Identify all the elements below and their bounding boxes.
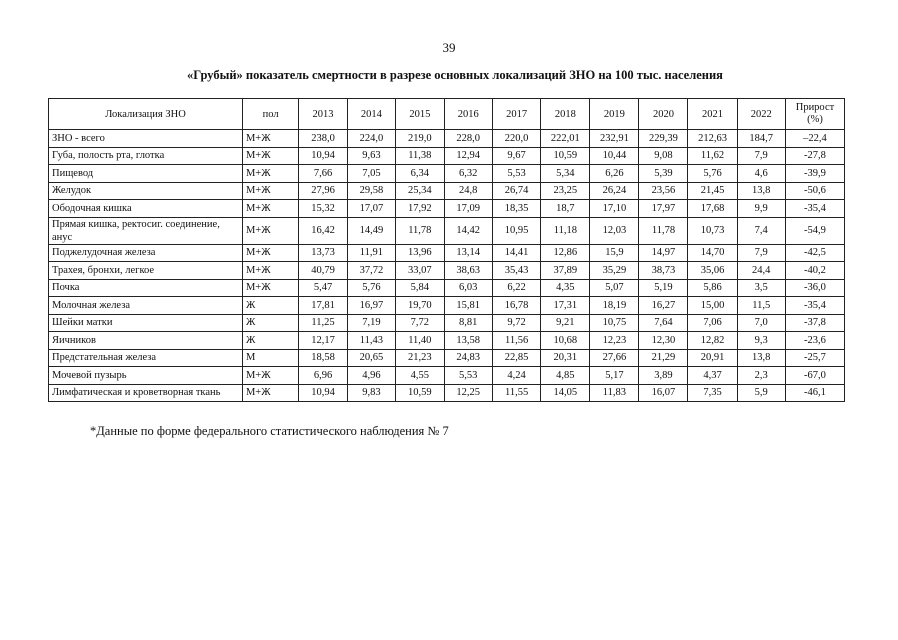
cell-value: 8,81 xyxy=(444,314,492,332)
cell-growth: -42,5 xyxy=(785,244,844,262)
cell-value: 7,4 xyxy=(737,217,785,244)
cell-value: 19,70 xyxy=(396,297,444,315)
cell-value: 14,49 xyxy=(347,217,395,244)
cell-value: 18,35 xyxy=(492,200,540,218)
table-row xyxy=(49,244,845,262)
header-2013: 2013 xyxy=(299,99,347,130)
cell-value: 10,94 xyxy=(299,147,347,165)
cell-sex: М+Ж xyxy=(242,279,298,297)
cell-value: 6,34 xyxy=(396,165,444,183)
cell-value: 5,53 xyxy=(492,165,540,183)
cell-value: 5,39 xyxy=(639,165,688,183)
cell-value: 4,37 xyxy=(688,367,737,385)
cell-sex: М xyxy=(242,349,298,367)
table-row xyxy=(49,130,845,148)
header-2021: 2021 xyxy=(688,99,737,130)
cell-value: 9,63 xyxy=(347,147,395,165)
cell-value: 11,40 xyxy=(396,332,444,350)
table-body xyxy=(49,130,845,402)
cell-value: 229,39 xyxy=(639,130,688,148)
cell-value: 26,24 xyxy=(590,182,639,200)
cell-value: 5,9 xyxy=(737,384,785,402)
cell-value: 27,66 xyxy=(590,349,639,367)
cell-value: 17,31 xyxy=(541,297,590,315)
table-row xyxy=(49,314,845,332)
cell-value: 12,25 xyxy=(444,384,492,402)
mortality-table xyxy=(48,98,845,402)
cell-value: 37,89 xyxy=(541,262,590,280)
cell-value: 219,0 xyxy=(396,130,444,148)
header-growth: Прирост (%) xyxy=(785,99,844,130)
cell-value: 21,45 xyxy=(688,182,737,200)
cell-value: 17,07 xyxy=(347,200,395,218)
cell-value: 9,9 xyxy=(737,200,785,218)
cell-value: 7,64 xyxy=(639,314,688,332)
cell-localization: Губа, полость рта, глотка xyxy=(49,147,243,165)
cell-value: 40,79 xyxy=(299,262,347,280)
cell-value: 6,96 xyxy=(299,367,347,385)
cell-localization: Лимфатическая и кроветворная ткань xyxy=(49,384,243,402)
cell-value: 14,97 xyxy=(639,244,688,262)
cell-growth: -35,4 xyxy=(785,200,844,218)
table-row xyxy=(49,262,845,280)
cell-sex: М+Ж xyxy=(242,130,298,148)
header-2015: 2015 xyxy=(396,99,444,130)
cell-value: 7,19 xyxy=(347,314,395,332)
cell-localization: ЗНО - всего xyxy=(49,130,243,148)
cell-value: 4,24 xyxy=(492,367,540,385)
cell-value: 37,72 xyxy=(347,262,395,280)
cell-value: 21,29 xyxy=(639,349,688,367)
cell-value: 6,32 xyxy=(444,165,492,183)
cell-value: 9,08 xyxy=(639,147,688,165)
cell-value: 24,8 xyxy=(444,182,492,200)
cell-value: 7,9 xyxy=(737,244,785,262)
cell-value: 17,81 xyxy=(299,297,347,315)
cell-value: 12,17 xyxy=(299,332,347,350)
cell-value: 222,01 xyxy=(541,130,590,148)
page-number: 39 xyxy=(442,40,456,55)
cell-growth: –22,4 xyxy=(785,130,844,148)
cell-value: 6,22 xyxy=(492,279,540,297)
cell-value: 9,21 xyxy=(541,314,590,332)
cell-value: 15,9 xyxy=(590,244,639,262)
header-localization: Локализация ЗНО xyxy=(49,99,243,130)
cell-value: 13,96 xyxy=(396,244,444,262)
cell-value: 13,14 xyxy=(444,244,492,262)
cell-sex: М+Ж xyxy=(242,217,298,244)
cell-value: 18,58 xyxy=(299,349,347,367)
cell-localization: Шейки матки xyxy=(49,314,243,332)
cell-growth: -36,0 xyxy=(785,279,844,297)
cell-sex: Ж xyxy=(242,314,298,332)
cell-value: 2,3 xyxy=(737,367,785,385)
cell-value: 17,10 xyxy=(590,200,639,218)
cell-value: 11,83 xyxy=(590,384,639,402)
cell-value: 33,07 xyxy=(396,262,444,280)
cell-value: 27,96 xyxy=(299,182,347,200)
cell-value: 35,29 xyxy=(590,262,639,280)
cell-value: 10,73 xyxy=(688,217,737,244)
table-row xyxy=(49,217,845,244)
cell-value: 212,63 xyxy=(688,130,737,148)
cell-value: 3,5 xyxy=(737,279,785,297)
cell-sex: М+Ж xyxy=(242,367,298,385)
cell-value: 7,9 xyxy=(737,147,785,165)
cell-value: 22,85 xyxy=(492,349,540,367)
cell-value: 23,25 xyxy=(541,182,590,200)
cell-localization: Поджелудочная железа xyxy=(49,244,243,262)
cell-value: 5,17 xyxy=(590,367,639,385)
cell-value: 9,3 xyxy=(737,332,785,350)
cell-value: 12,94 xyxy=(444,147,492,165)
cell-value: 7,35 xyxy=(688,384,737,402)
cell-value: 20,31 xyxy=(541,349,590,367)
table-title: «Грубый» показатель смертности в разрезе основных локализаций ЗНО на 100 тыс. населения xyxy=(187,68,723,82)
cell-value: 12,23 xyxy=(590,332,639,350)
cell-value: 14,41 xyxy=(492,244,540,262)
cell-value: 220,0 xyxy=(492,130,540,148)
table-row xyxy=(49,367,845,385)
cell-value: 4,6 xyxy=(737,165,785,183)
cell-value: 11,25 xyxy=(299,314,347,332)
cell-value: 20,91 xyxy=(688,349,737,367)
cell-growth: -27,8 xyxy=(785,147,844,165)
cell-value: 10,94 xyxy=(299,384,347,402)
cell-localization: Пищевод xyxy=(49,165,243,183)
cell-value: 184,7 xyxy=(737,130,785,148)
cell-value: 12,86 xyxy=(541,244,590,262)
header-2016: 2016 xyxy=(444,99,492,130)
cell-value: 7,66 xyxy=(299,165,347,183)
cell-value: 11,78 xyxy=(639,217,688,244)
cell-value: 11,55 xyxy=(492,384,540,402)
cell-value: 17,97 xyxy=(639,200,688,218)
cell-value: 13,73 xyxy=(299,244,347,262)
table-row xyxy=(49,165,845,183)
cell-localization: Мочевой пузырь xyxy=(49,367,243,385)
cell-growth: -37,8 xyxy=(785,314,844,332)
cell-value: 224,0 xyxy=(347,130,395,148)
cell-value: 4,35 xyxy=(541,279,590,297)
header-sex: пол xyxy=(242,99,298,130)
cell-value: 238,0 xyxy=(299,130,347,148)
cell-sex: М+Ж xyxy=(242,244,298,262)
cell-value: 16,97 xyxy=(347,297,395,315)
table-row xyxy=(49,349,845,367)
header-2014: 2014 xyxy=(347,99,395,130)
header-2019: 2019 xyxy=(590,99,639,130)
cell-value: 26,74 xyxy=(492,182,540,200)
cell-localization: Предстательная железа xyxy=(49,349,243,367)
cell-value: 7,06 xyxy=(688,314,737,332)
cell-value: 17,68 xyxy=(688,200,737,218)
cell-value: 11,18 xyxy=(541,217,590,244)
table-row xyxy=(49,200,845,218)
cell-value: 16,27 xyxy=(639,297,688,315)
cell-value: 10,75 xyxy=(590,314,639,332)
cell-value: 228,0 xyxy=(444,130,492,148)
cell-value: 21,23 xyxy=(396,349,444,367)
cell-localization: Почка xyxy=(49,279,243,297)
cell-value: 15,32 xyxy=(299,200,347,218)
cell-value: 5,07 xyxy=(590,279,639,297)
cell-sex: М+Ж xyxy=(242,200,298,218)
table-row xyxy=(49,182,845,200)
cell-value: 6,03 xyxy=(444,279,492,297)
cell-growth: -39,9 xyxy=(785,165,844,183)
cell-value: 10,59 xyxy=(396,384,444,402)
cell-value: 18,7 xyxy=(541,200,590,218)
header-2022: 2022 xyxy=(737,99,785,130)
cell-value: 24,4 xyxy=(737,262,785,280)
cell-value: 15,00 xyxy=(688,297,737,315)
header-2018: 2018 xyxy=(541,99,590,130)
cell-value: 35,06 xyxy=(688,262,737,280)
cell-sex: М+Ж xyxy=(242,384,298,402)
cell-value: 17,09 xyxy=(444,200,492,218)
cell-localization: Яичников xyxy=(49,332,243,350)
cell-value: 25,34 xyxy=(396,182,444,200)
cell-value: 16,07 xyxy=(639,384,688,402)
cell-sex: М+Ж xyxy=(242,165,298,183)
cell-value: 10,44 xyxy=(590,147,639,165)
cell-growth: -35,4 xyxy=(785,297,844,315)
cell-localization: Прямая кишка, ректосиг. соединение, анус xyxy=(49,217,243,244)
cell-value: 10,68 xyxy=(541,332,590,350)
cell-localization: Трахея, бронхи, легкое xyxy=(49,262,243,280)
cell-value: 12,30 xyxy=(639,332,688,350)
cell-growth: -40,2 xyxy=(785,262,844,280)
cell-value: 4,96 xyxy=(347,367,395,385)
cell-value: 12,82 xyxy=(688,332,737,350)
cell-value: 38,63 xyxy=(444,262,492,280)
cell-value: 5,34 xyxy=(541,165,590,183)
cell-value: 14,42 xyxy=(444,217,492,244)
cell-value: 17,92 xyxy=(396,200,444,218)
cell-value: 9,72 xyxy=(492,314,540,332)
cell-value: 10,95 xyxy=(492,217,540,244)
cell-value: 23,56 xyxy=(639,182,688,200)
cell-sex: М+Ж xyxy=(242,262,298,280)
cell-value: 5,19 xyxy=(639,279,688,297)
cell-value: 12,03 xyxy=(590,217,639,244)
cell-value: 13,8 xyxy=(737,349,785,367)
cell-value: 4,85 xyxy=(541,367,590,385)
cell-value: 232,91 xyxy=(590,130,639,148)
table-header-row xyxy=(49,99,845,130)
cell-value: 5,53 xyxy=(444,367,492,385)
cell-growth: -67,0 xyxy=(785,367,844,385)
cell-localization: Ободочная кишка xyxy=(49,200,243,218)
cell-value: 14,05 xyxy=(541,384,590,402)
cell-value: 13,8 xyxy=(737,182,785,200)
cell-value: 14,70 xyxy=(688,244,737,262)
header-2020: 2020 xyxy=(639,99,688,130)
cell-sex: М+Ж xyxy=(242,182,298,200)
cell-value: 29,58 xyxy=(347,182,395,200)
cell-value: 11,91 xyxy=(347,244,395,262)
cell-value: 16,42 xyxy=(299,217,347,244)
cell-growth: -46,1 xyxy=(785,384,844,402)
table-row xyxy=(49,384,845,402)
header-2017: 2017 xyxy=(492,99,540,130)
cell-localization: Желудок xyxy=(49,182,243,200)
table-row xyxy=(49,279,845,297)
cell-value: 11,5 xyxy=(737,297,785,315)
cell-value: 20,65 xyxy=(347,349,395,367)
cell-value: 5,76 xyxy=(347,279,395,297)
cell-value: 6,26 xyxy=(590,165,639,183)
table-row xyxy=(49,297,845,315)
cell-sex: М+Ж xyxy=(242,147,298,165)
cell-value: 10,59 xyxy=(541,147,590,165)
cell-value: 5,86 xyxy=(688,279,737,297)
cell-value: 13,58 xyxy=(444,332,492,350)
cell-value: 16,78 xyxy=(492,297,540,315)
cell-sex: Ж xyxy=(242,297,298,315)
cell-value: 11,56 xyxy=(492,332,540,350)
cell-value: 4,55 xyxy=(396,367,444,385)
cell-value: 7,05 xyxy=(347,165,395,183)
cell-growth: -54,9 xyxy=(785,217,844,244)
table-row xyxy=(49,147,845,165)
cell-value: 18,19 xyxy=(590,297,639,315)
cell-value: 5,47 xyxy=(299,279,347,297)
cell-value: 11,38 xyxy=(396,147,444,165)
cell-value: 38,73 xyxy=(639,262,688,280)
cell-value: 3,89 xyxy=(639,367,688,385)
cell-localization: Молочная железа xyxy=(49,297,243,315)
cell-value: 9,83 xyxy=(347,384,395,402)
cell-value: 11,78 xyxy=(396,217,444,244)
cell-growth: -25,7 xyxy=(785,349,844,367)
cell-value: 7,0 xyxy=(737,314,785,332)
cell-value: 15,81 xyxy=(444,297,492,315)
cell-value: 24,83 xyxy=(444,349,492,367)
footnote: *Данные по форме федерального статистического наблюдения № 7 xyxy=(90,424,449,438)
cell-value: 5,76 xyxy=(688,165,737,183)
cell-value: 35,43 xyxy=(492,262,540,280)
cell-value: 9,67 xyxy=(492,147,540,165)
cell-growth: -23,6 xyxy=(785,332,844,350)
cell-value: 5,84 xyxy=(396,279,444,297)
cell-value: 11,43 xyxy=(347,332,395,350)
cell-sex: Ж xyxy=(242,332,298,350)
table-row xyxy=(49,332,845,350)
cell-growth: -50,6 xyxy=(785,182,844,200)
cell-value: 7,72 xyxy=(396,314,444,332)
cell-value: 11,62 xyxy=(688,147,737,165)
